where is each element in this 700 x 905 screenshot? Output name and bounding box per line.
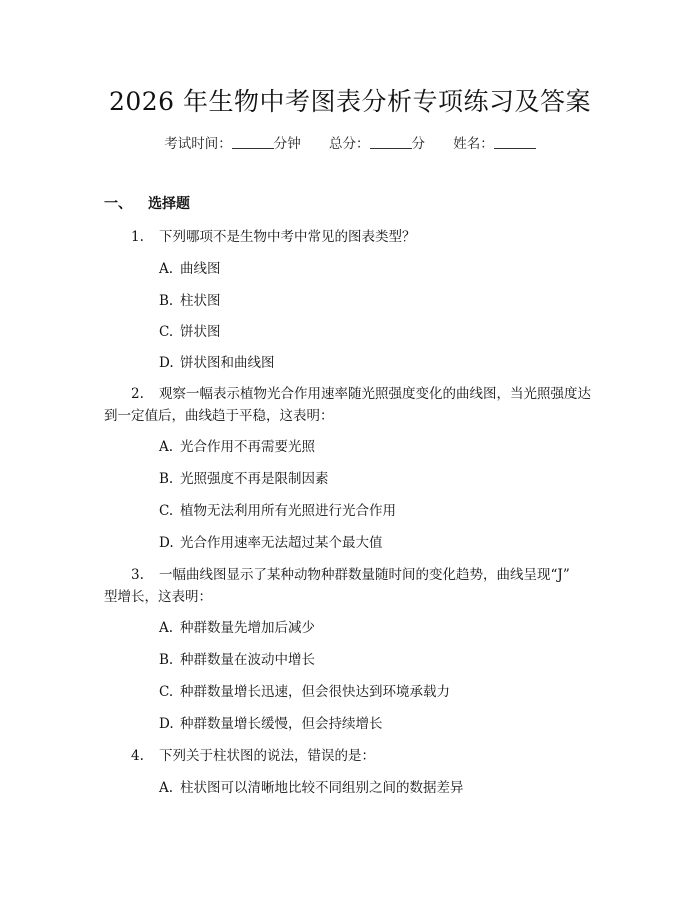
name-blank (494, 134, 536, 149)
question-2-continuation: 到一定值后，曲线趋于平稳，这表明： (104, 408, 334, 424)
exam-info-line (0, 132, 700, 152)
question-1 (131, 225, 416, 245)
option-text: 种群数量增长迅速，但会很快达到环境承载力 (180, 684, 450, 700)
option-label: A. (159, 620, 174, 636)
question-number: 4. (131, 748, 144, 764)
name-label: 姓名： (453, 136, 494, 152)
question-number: 3. (131, 567, 144, 583)
question-3-continuation: 型增长，这表明： (104, 589, 212, 605)
question-3 (131, 563, 570, 583)
option-label: B. (159, 471, 174, 487)
question-3-option-a (159, 616, 315, 636)
option-text: 种群数量在波动中增长 (180, 652, 315, 668)
option-text: 光合作用速率无法超过某个最大值 (180, 535, 383, 551)
question-number: 1. (131, 229, 144, 245)
question-1-option-a (159, 257, 221, 277)
option-label: A. (159, 261, 174, 277)
option-text: 种群数量增长缓慢，但会持续增长 (180, 716, 383, 732)
question-3-option-b (159, 648, 315, 668)
option-text: 饼状图 (180, 324, 221, 340)
total-score-label: 总分： (329, 136, 370, 152)
section-heading (104, 193, 190, 213)
question-3-option-d (159, 712, 383, 732)
option-text: 光合作用不再需要光照 (180, 439, 315, 455)
total-score-blank (370, 134, 412, 149)
option-text: 种群数量先增加后减少 (180, 620, 315, 636)
option-label: B. (159, 652, 174, 668)
question-2-option-a (159, 435, 315, 455)
option-text: 光照强度不再是限制因素 (180, 471, 329, 487)
question-text: 观察一幅表示植物光合作用速率随光照强度变化的曲线图，当光照强度达 (159, 386, 591, 402)
option-label: D. (159, 355, 174, 371)
question-number: 2. (131, 386, 144, 402)
section-number: 一、 (104, 196, 132, 212)
total-score-unit: 分 (411, 136, 425, 152)
option-text: 柱状图可以清晰地比较不同组别之间的数据差异 (180, 780, 464, 796)
question-2 (131, 382, 591, 402)
option-text: 饼状图和曲线图 (180, 355, 275, 371)
question-text: 下列关于柱状图的说法，错误的是： (159, 748, 375, 764)
option-label: C. (159, 684, 174, 700)
option-label: B. (159, 293, 174, 309)
option-label: A. (159, 780, 174, 796)
option-label: D. (159, 535, 174, 551)
question-1-option-c (159, 320, 221, 340)
option-label: D. (159, 716, 174, 732)
exam-time-blank (232, 134, 274, 149)
question-4 (131, 744, 375, 764)
question-1-option-b (159, 289, 221, 309)
option-label: A. (159, 439, 174, 455)
question-2-option-d (159, 531, 383, 551)
question-2-option-c (159, 499, 396, 519)
name-field (453, 136, 536, 152)
question-4-option-a (159, 776, 464, 796)
question-3-option-c (159, 680, 450, 700)
question-text: 一幅曲线图显示了某种动物种群数量随时间的变化趋势，曲线呈现“J” (159, 567, 570, 583)
exam-time-unit: 分钟 (273, 136, 301, 152)
question-2-option-b (159, 467, 329, 487)
exam-time-label: 考试时间： (164, 136, 232, 152)
section-title: 选择题 (148, 196, 190, 212)
option-text: 曲线图 (180, 261, 221, 277)
question-text: 下列哪项不是生物中考中常见的图表类型？ (159, 229, 416, 245)
option-label: C. (159, 503, 174, 519)
page-title: 2026 年生物中考图表分析专项练习及答案 (108, 87, 592, 116)
option-label: C. (159, 324, 174, 340)
option-text: 柱状图 (180, 293, 221, 309)
total-score-field (329, 136, 425, 152)
question-1-option-d (159, 351, 275, 371)
option-text: 植物无法利用所有光照进行光合作用 (180, 503, 396, 519)
exam-time-field (164, 136, 301, 152)
